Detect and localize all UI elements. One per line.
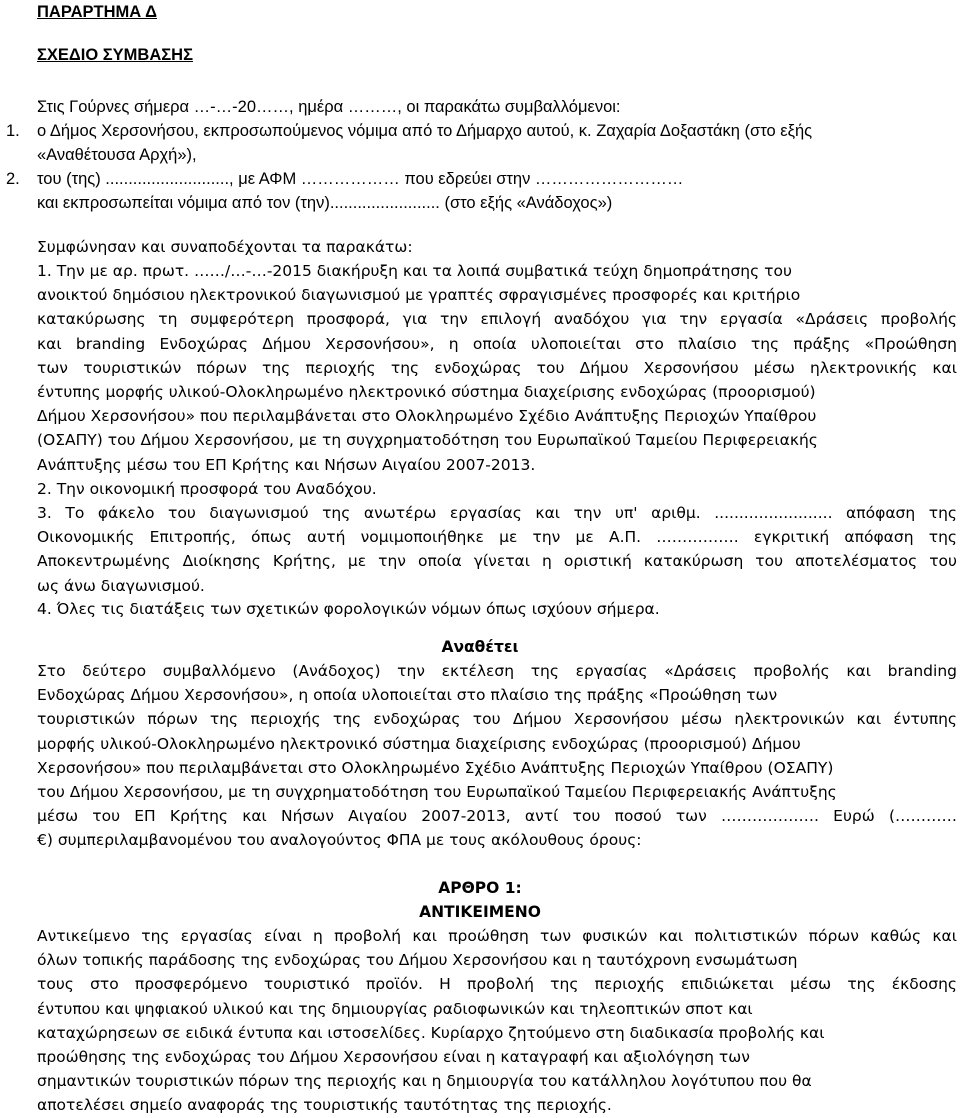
article1-line: όλων τοπικής παράδοσης της ενδοχώρας του Δήμου Χερσονήσου και η ταυτόχρονη ενσωμάτωση <box>37 951 798 970</box>
para3-line: Οικονομικής Επιτροπής, όπως αυτή νομιμοποιήθηκε με την με Α.Π. ……………. εγκριτική απόφαση της <box>37 528 957 547</box>
assign-paragraph <box>37 659 957 853</box>
article1-line: προώθησης της ενδοχώρας του Δήμου Χερσονήσου είναι η καταγραφή και αξιολόγηση των <box>37 1047 750 1066</box>
article1-line: σημαντικών τουριστικών πόρων της περιοχής και η δημιουργία του κατάλληλου λογότυπου που θα <box>37 1072 812 1091</box>
para3-line: ως άνω διαγωνισμού. <box>37 576 205 595</box>
intro-line: Στις Γούρνες σήμερα …-…-20……, ημέρα ………, οι παρακάτω συμβαλλόμενοι: <box>37 98 621 116</box>
agreement-para1 <box>37 259 957 477</box>
assign-line: Ενδοχώρας Δήμου Χερσονήσου», η οποία υλοποιείται στο πλαίσιο της πράξης «Προώθηση των <box>37 686 778 705</box>
article1-subtitle: ΑΝΤΙΚΕΙΜΕΝΟ <box>419 903 541 921</box>
assign-line: Στο δεύτερο συμβαλλόμενο (Ανάδοχος) την εκτέλεση της εργασίας «Δράσεις προβολής και branding <box>37 662 957 680</box>
para1-line: (ΟΣΑΠΥ) του Δήμου Χερσονήσου, με τη συγχρηματοδότηση του Ευρωπαϊκού Ταμείου Περιφερειακής <box>37 431 818 450</box>
para1-line: των τουριστικών πόρων της περιοχής της ενδοχώρας του Δήμου Χερσονήσου μέσω ηλεκτρονικής και <box>37 358 957 377</box>
para1-line: Ανάπτυξης μέσω του ΕΠ Κρήτης και Νήσων Αιγαίου 2007-2013. <box>37 455 536 474</box>
para3-line: 3. Το φάκελο του διαγωνισμού της ανωτέρω εργασίας και την υπ' αριθμ. ........................ απόφαση της <box>37 504 957 522</box>
assign-line: του Δήμου Χερσονήσου, με τη συγχρηματοδότηση του Ευρωπαϊκού Ταμείου Περιφερειακής Ανάπτυξης <box>37 782 837 801</box>
article1-line: έντυπου και ψηφιακού υλικού και της δημιουργίας ραδιοφωνικών και τηλεοπτικών σποτ και <box>37 999 753 1018</box>
agreement-para3 <box>37 501 957 598</box>
agreement-heading: Συμφώνησαν και συναποδέχονται τα παρακάτω: <box>37 238 413 256</box>
item2-number: 2. <box>6 170 20 188</box>
assign-line: τουριστικών πόρων της περιοχής της ενδοχώρας του Δήμου Χερσονήσου μέσω ηλεκτρονικών και έντυπης <box>37 710 957 729</box>
article1-line: τους στο προσφερόμενο τουριστικό προϊόν. Η προβολή της περιοχής επιδιώκεται μέσω της έκδοσης <box>37 975 957 994</box>
para1-line: ανοικτού δημόσιου ηλεκτρονικού διαγωνισμού με γραπτές σφραγισμένες προσφορές και κριτήριο <box>37 286 801 305</box>
article1-line: καταχώρησεων σε ειδικά έντυπα και ιστοσελίδες. Κυρίαρχο ζητούμενο στη διαδικασία προβολής και <box>37 1023 825 1042</box>
agreement-para4: 4. Όλες τις διατάξεις των σχετικών φορολογικών νόμων όπως ισχύουν σήμερα. <box>37 600 660 618</box>
para1-line: έντυπης μορφής υλικού-Ολοκληρωμένο ηλεκτρονικό σύστημα διαχείρισης ενδοχώρας (προορισμού) <box>37 382 816 401</box>
contract-title: ΣΧΕΔΙΟ ΣΥΜΒΑΣΗΣ <box>37 46 193 64</box>
para1-line: 1. Την με αρ. πρωτ. ……/…-…-2015 διακήρυξη και τα λοιπά συμβατικά τεύχη δημοπράτησης του <box>37 262 792 280</box>
item1-line1: ο Δήμος Χερσονήσου, εκπροσωπούμενος νόμιμα από το Δήμαρχο αυτού, κ. Ζαχαρία Δοξαστάκη (στο εξής <box>37 122 813 140</box>
article1-paragraph <box>37 924 957 1118</box>
article1-line: αποτελέσει σημείο αναφοράς της τουριστικής ταυτότητας της περιοχής. <box>37 1096 612 1115</box>
item1-line2: «Αναθέτουσα Αρχή»), <box>37 146 197 164</box>
assign-line: €) συμπεριλαμβανομένου του αναλογούντος ΦΠΑ με τους ακόλουθους όρους: <box>37 831 642 850</box>
annex-title: ΠΑΡΑΡΤΗΜΑ Δ <box>37 3 158 21</box>
assign-line: μορφής υλικού-Ολοκληρωμένο ηλεκτρονικό σύστημα διαχείρισης ενδοχώρας (προορισμού) Δήμου <box>37 734 801 753</box>
agreement-para2: 2. Την οικονομική προσφορά του Αναδόχου. <box>37 480 377 498</box>
assign-heading: Αναθέτει <box>441 638 519 656</box>
assign-line: μέσω του ΕΠ Κρήτης και Νήσων Αιγαίου 2007-2013, αντί του ποσού των ………………. Ευρώ (………… <box>37 807 957 826</box>
para1-line: Δήμου Χερσονήσου» που περιλαμβάνεται στο Ολοκληρωμένο Σχέδιο Ανάπτυξης Περιοχών Υπαίθρου <box>37 407 817 426</box>
article1-title: ΑΡΘΡΟ 1: <box>438 879 522 897</box>
assign-line: Χερσονήσου» που περιλαμβάνεται στο Ολοκληρωμένο Σχέδιο Ανάπτυξης Περιοχών Υπαίθρου (ΟΣΑΠΥ) <box>37 758 834 777</box>
item2-line1: του (της) ..........................., με ΑΦΜ ……………… που εδρεύει στην ……………………… <box>37 170 684 188</box>
para1-line: και branding Ενδοχώρας Δήμου Χερσονήσου», η οποία υλοποιείται στο πλαίσιο της πράξης «Προώθηση <box>37 334 957 353</box>
para3-line: Αποκεντρωμένης Διοίκησης Κρήτης, με την οποία γίνεται η οριστική κατακύρωση του αποτελέσματος του <box>37 552 957 571</box>
item1-number: 1. <box>6 122 20 140</box>
item2-line2: και εκπροσωπείται νόμιμα από τον (την)........................ (στο εξής «Ανάδοχος») <box>37 194 613 212</box>
article1-line: Αντικείμενο της εργασίας είναι η προβολή και προώθηση των φυσικών και πολιτιστικών πόρων καθώς και <box>37 927 957 945</box>
para1-line: κατακύρωσης τη συμφερότερη προσφορά, για την επιλογή αναδόχου για την εργασία «Δράσεις προβολής <box>37 310 957 329</box>
